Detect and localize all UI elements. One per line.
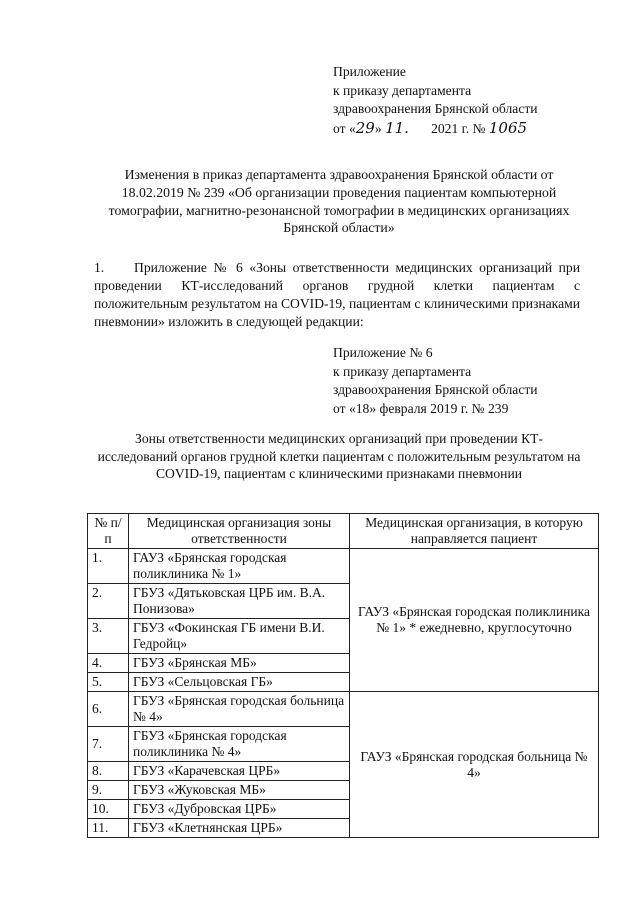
row-org: ГБУЗ «Жуковская МБ» bbox=[129, 781, 350, 800]
row-number: 7. bbox=[88, 727, 129, 762]
row-org: ГБУЗ «Дубровская ЦРБ» bbox=[129, 800, 350, 819]
row-org: ГАУЗ «Брянская городская поликлиника № 1» bbox=[129, 549, 350, 584]
row-org: ГБУЗ «Карачевская ЦРБ» bbox=[129, 762, 350, 781]
date-prefix: от « bbox=[333, 120, 356, 136]
paragraph-number: 1. bbox=[94, 260, 105, 275]
appendix-line-2: к приказу департамента bbox=[333, 363, 472, 379]
handwritten-month: 11. bbox=[385, 118, 409, 137]
paragraph-1 bbox=[94, 259, 580, 331]
row-number: 10. bbox=[88, 800, 129, 819]
row-number: 4. bbox=[88, 654, 129, 673]
header-line-2: к приказу департамента bbox=[333, 82, 472, 98]
row-org: ГБУЗ «Сельцовская ГБ» bbox=[129, 673, 350, 692]
row-number: 11. bbox=[88, 819, 129, 838]
appendix-line-1: Приложение № 6 bbox=[333, 345, 433, 360]
header-date-line bbox=[333, 119, 538, 139]
table-header-row bbox=[88, 514, 599, 549]
header-org: Медицинская организация зоны ответственности bbox=[129, 514, 350, 549]
table-row bbox=[88, 549, 599, 584]
row-org: ГБУЗ «Фокинская ГБ имени В.И. Гедройц» bbox=[129, 619, 350, 654]
zones-title: Зоны ответственности медицинских организаций при проведении КТ-исследований органов грудной клетки пациентам с положительным результатом на COVID-19, пациентам с клиническими признаками пневмонии bbox=[97, 431, 581, 481]
header-line-1: Приложение bbox=[333, 64, 406, 79]
row-org: ГБУЗ «Дятьковская ЦРБ им. В.А. Понизова» bbox=[129, 584, 350, 619]
header-num: № п/п bbox=[88, 514, 129, 549]
appendix-line-3: здравоохранения Брянской области bbox=[333, 382, 538, 397]
header-dest: Медицинская организация, в которую направляется пациент bbox=[350, 514, 599, 549]
row-number: 1. bbox=[88, 549, 129, 584]
paragraph-text: Приложение № 6 «Зоны ответственности медицинских организаций при проведении КТ-исследований органов грудной клетки пациентам с положительным результатом на COVID-19, пациентам с клиническими признаками пневмонии» изложить в следующей редакции: bbox=[94, 260, 580, 329]
table-row bbox=[88, 692, 599, 727]
row-number: 9. bbox=[88, 781, 129, 800]
row-org: ГБУЗ «Клетнянская ЦРБ» bbox=[129, 819, 350, 838]
row-org: ГБУЗ «Брянская МБ» bbox=[129, 654, 350, 673]
row-number: 2. bbox=[88, 584, 129, 619]
dest-group-1: ГАУЗ «Брянская городская поликлиника № 1» * ежедневно, круглосуточно bbox=[350, 549, 599, 692]
handwritten-order-number: 1065 bbox=[488, 118, 528, 137]
row-org: ГБУЗ «Брянская городская поликлиника № 4» bbox=[129, 727, 350, 762]
dest-group-2: ГАУЗ «Брянская городская больница № 4» bbox=[350, 692, 599, 838]
row-org: ГБУЗ «Брянская городская больница № 4» bbox=[129, 692, 350, 727]
zones-table bbox=[87, 513, 599, 838]
date-mid: » bbox=[374, 120, 386, 136]
date-year: 2021 г. № bbox=[431, 120, 486, 136]
row-number: 8. bbox=[88, 762, 129, 781]
appendix-header bbox=[333, 344, 538, 418]
handwritten-day: 29 bbox=[355, 118, 375, 137]
row-number: 6. bbox=[88, 692, 129, 727]
row-number: 3. bbox=[88, 619, 129, 654]
order-header bbox=[333, 63, 538, 138]
header-line-3: здравоохранения Брянской области bbox=[333, 101, 538, 116]
document-title: Изменения в приказ департамента здравоохранения Брянской области от 18.02.2019 № 239 «Об организации проведения пациентам компьютерной томографии, магнитно-резонансной томографии в медицинских организациях Брянской области» bbox=[108, 167, 570, 236]
row-number: 5. bbox=[88, 673, 129, 692]
appendix-line-4: от «18» февраля 2019 г. № 239 bbox=[333, 400, 509, 416]
